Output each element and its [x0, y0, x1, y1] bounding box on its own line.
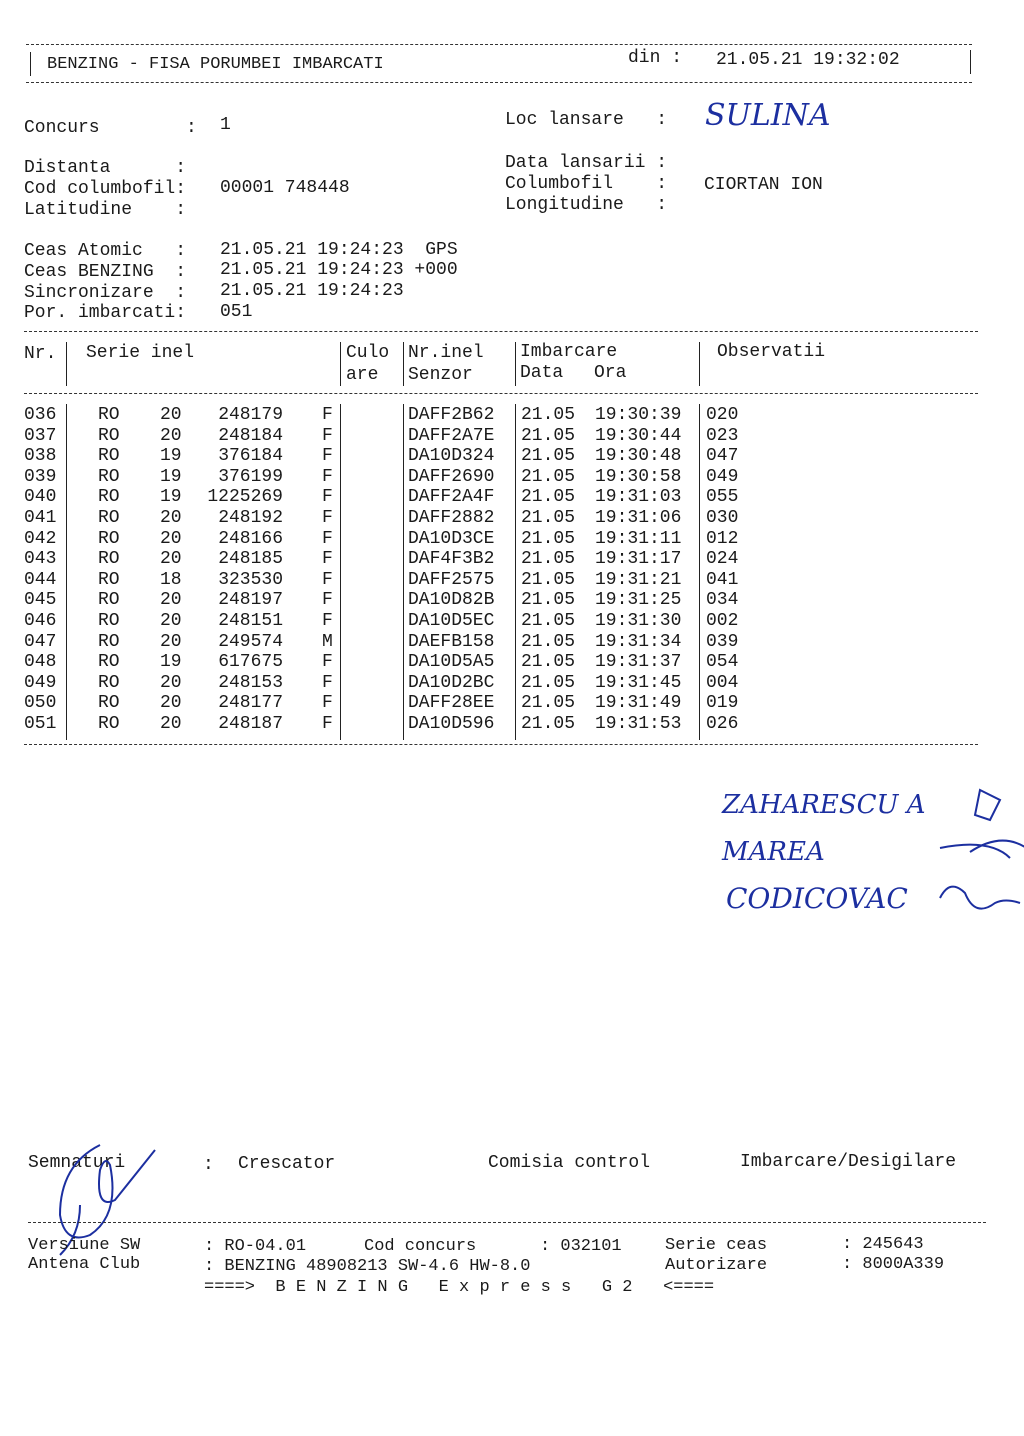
cell-obs: 024 [706, 549, 739, 570]
table-row [0, 673, 1024, 694]
cell-nr: 046 [24, 611, 57, 631]
cell-nr: 041 [24, 508, 57, 528]
cell-senzor: DAFF2B62 [408, 405, 495, 425]
cell-tara: RO [98, 466, 120, 487]
cell-ora: 19:31:34 [595, 631, 682, 652]
cell-obs: 049 [706, 466, 739, 487]
cell-obs: 002 [706, 611, 739, 631]
handwritten-name-3: CODICOVAC [726, 882, 908, 915]
cell-ora: 19:30:48 [595, 446, 682, 467]
table-top-rule [24, 331, 978, 332]
cell-senzor: DAFF28EE [408, 693, 495, 714]
cell-inel: 248151 [218, 611, 283, 631]
cell-data: 21.05 [521, 549, 576, 570]
handwritten-name-1: ZAHARESCU A [722, 790, 926, 820]
cell-obs: 020 [706, 405, 739, 425]
table-row [0, 467, 1024, 488]
cell-sex: F [322, 652, 333, 673]
cell-tara: RO [98, 693, 120, 714]
cell-sex: F [322, 446, 333, 467]
cell-data: 21.05 [521, 405, 576, 425]
cell-sex: F [322, 508, 333, 528]
cell-an: 20 [160, 425, 182, 446]
table-row [0, 714, 1024, 735]
cell-data: 21.05 [521, 466, 576, 487]
cell-nr: 045 [24, 590, 57, 611]
cell-inel: 248153 [218, 672, 283, 693]
cell-sex: F [322, 528, 333, 549]
cell-inel: 248197 [218, 590, 283, 611]
cell-data: 21.05 [521, 693, 576, 714]
cell-an: 20 [160, 611, 182, 631]
cell-data: 21.05 [521, 631, 576, 652]
cell-sex: F [322, 549, 333, 570]
cell-an: 18 [160, 569, 182, 590]
serie-ceas-value: : 245643 [842, 1235, 924, 1254]
imbarcare-desigilare-label: Imbarcare/Desigilare [740, 1152, 957, 1172]
cell-ora: 19:30:58 [595, 466, 682, 487]
cell-obs: 041 [706, 569, 739, 590]
cell-obs: 030 [706, 508, 739, 528]
cell-senzor: DA10D2BC [408, 672, 495, 693]
cell-tara: RO [98, 487, 120, 508]
table-row [0, 652, 1024, 673]
sincronizare-value: 21.05.21 19:24:23 [220, 281, 404, 301]
cell-nr: 037 [24, 425, 57, 446]
table-row [0, 529, 1024, 550]
header-top-rule [26, 44, 972, 45]
crescator-label: Crescator [238, 1154, 336, 1174]
col-divider [66, 342, 67, 386]
cell-an: 19 [160, 466, 182, 487]
cell-inel: 323530 [218, 569, 283, 590]
cell-senzor: DAF4F3B2 [408, 549, 495, 570]
comisia-control-label: Comisia control [488, 1153, 651, 1173]
cell-data: 21.05 [521, 446, 576, 467]
cell-obs: 047 [706, 446, 739, 467]
cell-inel: 248184 [218, 425, 283, 446]
document-title: BENZING - FISA PORUMBEI IMBARCATI [47, 55, 384, 74]
cell-obs: 004 [706, 672, 739, 693]
semnaturi-colon: : [203, 1155, 214, 1175]
autorizare-label: Autorizare [665, 1256, 768, 1275]
cell-sex: F [322, 405, 333, 425]
table-row [0, 426, 1024, 447]
cell-senzor: DAFF2A7E [408, 425, 495, 446]
header-ora: Ora [594, 363, 627, 383]
din-label: din : [628, 48, 683, 68]
cell-an: 20 [160, 549, 182, 570]
ceas-atomic-label: Ceas Atomic : [24, 241, 187, 261]
signature-scribbles-icon [820, 780, 1024, 930]
columbofil-label: Columbofil : [505, 174, 668, 194]
serie-ceas-label: Serie ceas [665, 1236, 768, 1255]
cell-data: 21.05 [521, 487, 576, 508]
cell-ora: 19:30:44 [595, 425, 682, 446]
cell-nr: 042 [24, 528, 57, 549]
cell-obs: 054 [706, 652, 739, 673]
cell-sex: F [322, 714, 333, 734]
cell-nr: 050 [24, 693, 57, 714]
cell-sex: F [322, 425, 333, 446]
cell-sex: F [322, 569, 333, 590]
cod-concurs-label: Cod concurs [364, 1237, 477, 1256]
columbofil-value: CIORTAN ION [704, 175, 823, 195]
din-value: 21.05.21 19:32:02 [716, 50, 900, 70]
sincronizare-label: Sincronizare : [24, 283, 187, 303]
header-culoare-2: are [346, 365, 379, 385]
cell-ora: 19:31:45 [595, 672, 682, 693]
header-imbarcare: Imbarcare [520, 342, 618, 362]
table-header-rule [24, 393, 978, 394]
cell-an: 20 [160, 714, 182, 734]
cell-nr: 043 [24, 549, 57, 570]
cell-senzor: DA10D324 [408, 446, 495, 467]
cell-an: 19 [160, 487, 182, 508]
concurs-label: Concurs : [24, 118, 197, 138]
col-divider [515, 342, 516, 386]
cell-inel: 248185 [218, 549, 283, 570]
cell-data: 21.05 [521, 714, 576, 734]
cell-obs: 034 [706, 590, 739, 611]
cell-an: 19 [160, 652, 182, 673]
header-data: Data [520, 363, 564, 383]
header-senzor: Senzor [408, 365, 473, 385]
cell-senzor: DA10D3CE [408, 528, 495, 549]
cell-senzor: DAFF2882 [408, 508, 495, 528]
table-row [0, 611, 1024, 632]
cell-nr: 038 [24, 446, 57, 467]
header-serie-inel: Serie inel [86, 343, 195, 363]
cell-data: 21.05 [521, 672, 576, 693]
col-divider [699, 342, 700, 386]
cell-data: 21.05 [521, 569, 576, 590]
loc-lansare-handwritten: SULINA [705, 98, 831, 133]
cell-tara: RO [98, 652, 120, 673]
cell-data: 21.05 [521, 528, 576, 549]
cell-data: 21.05 [521, 611, 576, 631]
cell-tara: RO [98, 549, 120, 570]
cell-tara: RO [98, 714, 120, 734]
cell-ora: 19:31:06 [595, 508, 682, 528]
cell-ora: 19:31:17 [595, 549, 682, 570]
header-left-border [30, 52, 31, 76]
table-row [0, 487, 1024, 508]
cell-senzor: DAFF2A4F [408, 487, 495, 508]
cell-data: 21.05 [521, 508, 576, 528]
cell-sex: F [322, 672, 333, 693]
cell-tara: RO [98, 631, 120, 652]
antena-club-label: Antena Club [28, 1255, 141, 1274]
header-culoare-1: Culo [346, 343, 390, 363]
cell-sex: M [322, 631, 333, 652]
header-right-border [970, 50, 971, 74]
cell-inel: 248179 [218, 405, 283, 425]
cell-an: 20 [160, 693, 182, 714]
loc-lansare-label: Loc lansare : [505, 110, 668, 130]
cell-nr: 051 [24, 714, 57, 734]
cell-ora: 19:31:53 [595, 714, 682, 734]
cell-inel: 617675 [218, 652, 283, 673]
cell-sex: F [322, 590, 333, 611]
cell-an: 20 [160, 405, 182, 425]
cell-sex: F [322, 487, 333, 508]
handwritten-name-2: MAREA [722, 837, 825, 867]
concurs-value: 1 [220, 115, 231, 135]
footer-rule [28, 1222, 986, 1223]
cell-obs: 023 [706, 425, 739, 446]
cell-sex: F [322, 693, 333, 714]
cell-ora: 19:30:39 [595, 405, 682, 425]
cell-inel: 1225269 [207, 487, 283, 508]
header-nr-inel: Nr.inel [408, 343, 484, 363]
cell-tara: RO [98, 508, 120, 528]
cell-tara: RO [98, 611, 120, 631]
cod-columbofil-label: Cod columbofil: [24, 179, 187, 199]
cell-inel: 248166 [218, 528, 283, 549]
cell-obs: 026 [706, 714, 739, 734]
cell-data: 21.05 [521, 425, 576, 446]
cell-obs: 055 [706, 487, 739, 508]
cell-ora: 19:31:30 [595, 611, 682, 631]
table-row [0, 405, 1024, 426]
data-lansarii-label: Data lansarii : [505, 153, 668, 173]
cell-obs: 012 [706, 528, 739, 549]
cell-nr: 036 [24, 405, 57, 425]
cell-ora: 19:31:11 [595, 528, 682, 549]
ceas-atomic-value: 21.05.21 19:24:23 GPS [220, 240, 458, 260]
cell-tara: RO [98, 405, 120, 425]
table-bottom-rule [24, 744, 978, 745]
cell-senzor: DA10D596 [408, 714, 495, 734]
ceas-benzing-value: 21.05.21 19:24:23 +000 [220, 260, 458, 280]
cod-concurs-value: : 032101 [540, 1237, 622, 1256]
cell-an: 20 [160, 528, 182, 549]
cod-columbofil-value: 00001 748448 [220, 178, 350, 198]
cell-an: 19 [160, 446, 182, 467]
header-bottom-rule [26, 82, 972, 83]
header-nr: Nr. [24, 344, 57, 364]
cell-data: 21.05 [521, 590, 576, 611]
cell-obs: 039 [706, 631, 739, 652]
por-imbarcati-label: Por. imbarcati: [24, 303, 187, 323]
cell-nr: 049 [24, 672, 57, 693]
cell-nr: 040 [24, 487, 57, 508]
cell-ora: 19:31:37 [595, 652, 682, 673]
col-divider [340, 342, 341, 386]
cell-ora: 19:31:21 [595, 569, 682, 590]
cell-tara: RO [98, 446, 120, 467]
table-row [0, 508, 1024, 529]
table-row [0, 549, 1024, 570]
header-observatii: Observatii [717, 342, 826, 362]
cell-senzor: DA10D5A5 [408, 652, 495, 673]
cell-data: 21.05 [521, 652, 576, 673]
cell-senzor: DA10D5EC [408, 611, 495, 631]
cell-sex: F [322, 611, 333, 631]
cell-nr: 039 [24, 466, 57, 487]
cell-inel: 248177 [218, 693, 283, 714]
cell-tara: RO [98, 569, 120, 590]
cell-senzor: DAEFB158 [408, 631, 495, 652]
por-imbarcati-value: 051 [220, 302, 253, 322]
distanta-label: Distanta : [24, 158, 187, 178]
cell-sex: F [322, 466, 333, 487]
cell-tara: RO [98, 672, 120, 693]
versiune-sw-value: : RO-04.01 [204, 1237, 307, 1256]
cell-ora: 19:31:25 [595, 590, 682, 611]
table-row [0, 693, 1024, 714]
col-divider [403, 342, 404, 386]
cell-nr: 048 [24, 652, 57, 673]
latitudine-label: Latitudine : [24, 200, 187, 220]
cell-senzor: DAFF2690 [408, 466, 495, 487]
cell-inel: 248187 [218, 714, 283, 734]
antena-club-value: : BENZING 48908213 SW-4.6 HW-8.0 [204, 1257, 531, 1276]
table-row [0, 590, 1024, 611]
cell-ora: 19:31:03 [595, 487, 682, 508]
cell-an: 20 [160, 672, 182, 693]
benzing-express-line: ====> B E N Z I N G E x p r e s s G 2 <==== [204, 1278, 715, 1297]
cell-inel: 376199 [218, 466, 283, 487]
cell-tara: RO [98, 528, 120, 549]
cell-nr: 044 [24, 569, 57, 590]
longitudine-label: Longitudine : [505, 195, 668, 215]
semnaturi-label: Semnaturi [28, 1153, 126, 1173]
cell-senzor: DA10D82B [408, 590, 495, 611]
cell-inel: 249574 [218, 631, 283, 652]
cell-tara: RO [98, 425, 120, 446]
ceas-benzing-label: Ceas BENZING : [24, 262, 187, 282]
table-row [0, 446, 1024, 467]
cell-inel: 376184 [218, 446, 283, 467]
autorizare-value: : 8000A339 [842, 1255, 945, 1274]
cell-nr: 047 [24, 631, 57, 652]
table-row [0, 632, 1024, 653]
cell-inel: 248192 [218, 508, 283, 528]
cell-tara: RO [98, 590, 120, 611]
cell-ora: 19:31:49 [595, 693, 682, 714]
cell-obs: 019 [706, 693, 739, 714]
cell-an: 20 [160, 631, 182, 652]
cell-an: 20 [160, 590, 182, 611]
table-row [0, 570, 1024, 591]
cell-senzor: DAFF2575 [408, 569, 495, 590]
cell-an: 20 [160, 508, 182, 528]
versiune-sw-label: Versiune SW [28, 1236, 141, 1255]
